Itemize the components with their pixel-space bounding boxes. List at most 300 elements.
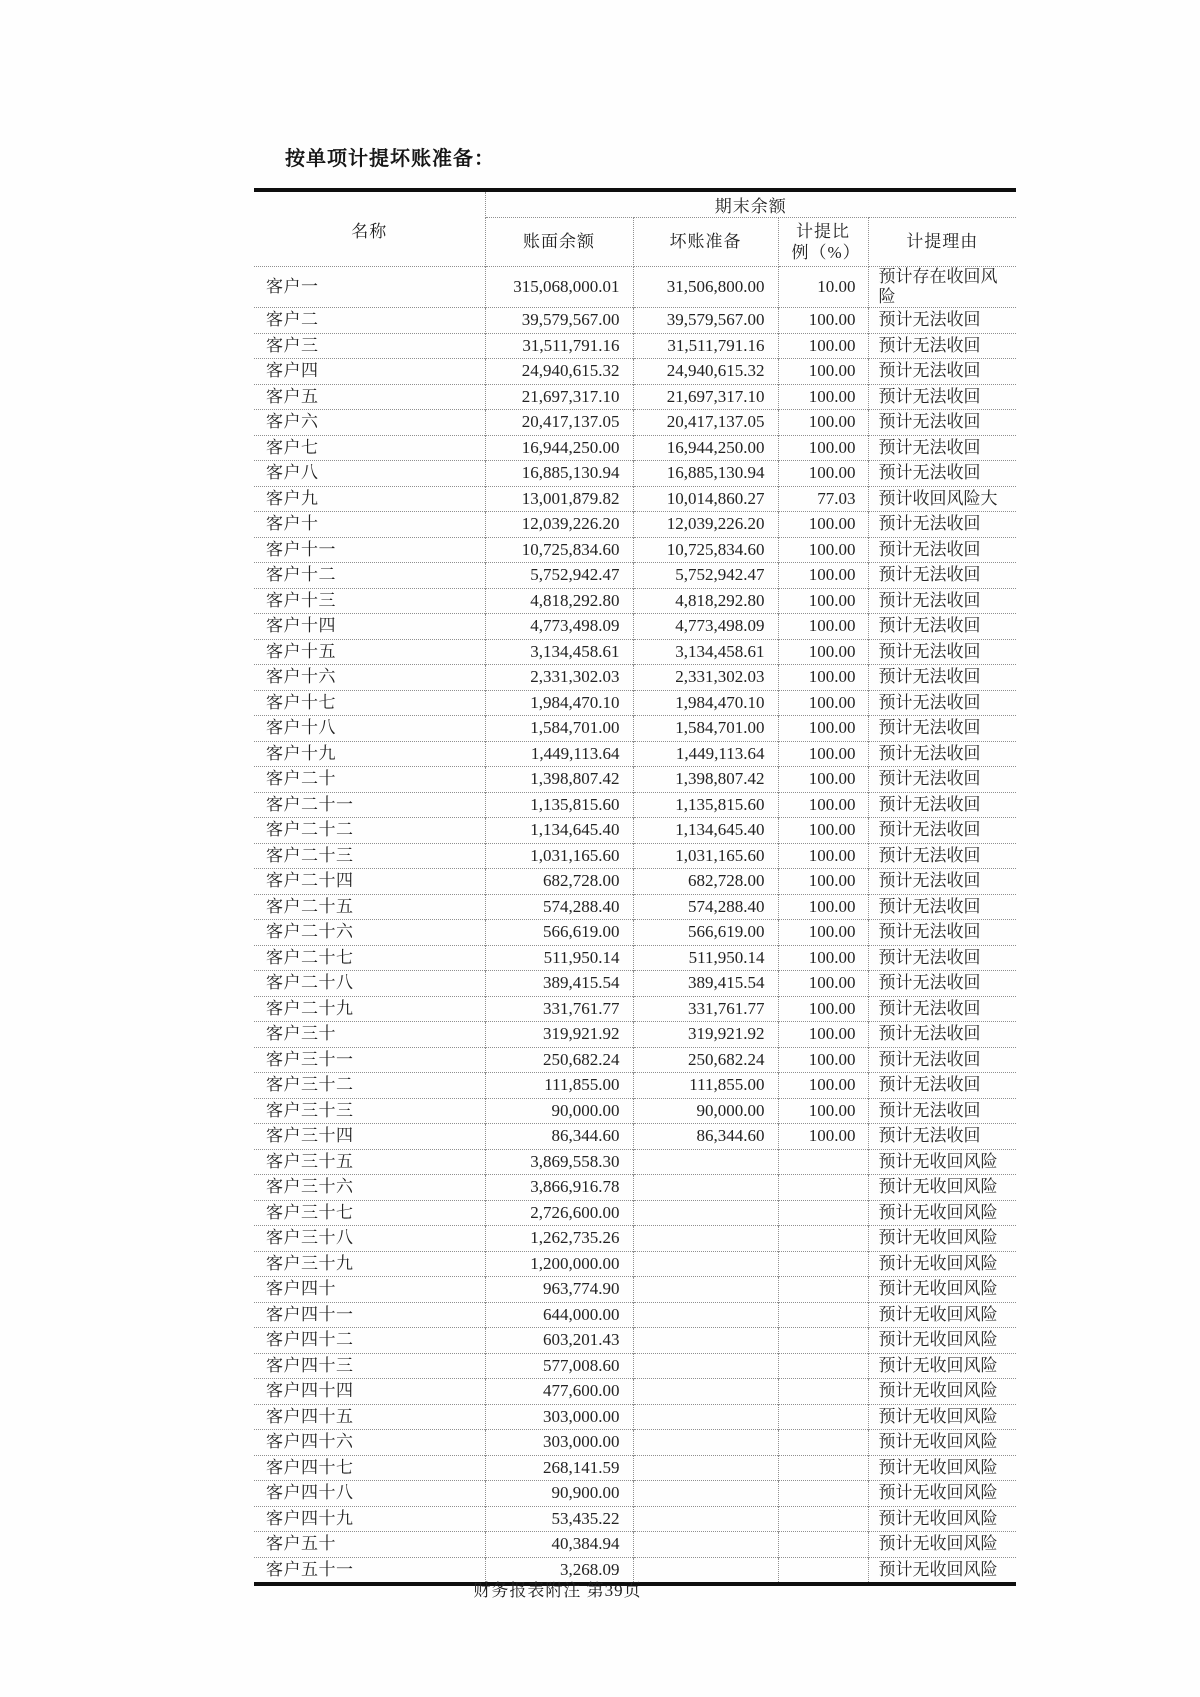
table-row: [254, 792, 1016, 818]
table-row: [254, 486, 1016, 512]
customer-name-cell: 客户四十六: [254, 1430, 485, 1456]
book-balance-cell: 682,728.00: [485, 869, 633, 895]
provision-reason-cell: 预计无法收回: [868, 741, 1016, 767]
header-ratio: 计提比例（%）: [778, 218, 868, 267]
book-balance-cell: 31,511,791.16: [485, 333, 633, 359]
customer-name-cell: 客户十四: [254, 614, 485, 640]
provision-reason-cell: 预计无法收回: [868, 920, 1016, 946]
table-row: [254, 267, 1016, 308]
customer-name-cell: 客户二十七: [254, 945, 485, 971]
provision-ratio-cell: [778, 1302, 868, 1328]
book-balance-cell: 111,855.00: [485, 1073, 633, 1099]
provision-ratio-cell: 100.00: [778, 818, 868, 844]
book-balance-cell: 319,921.92: [485, 1022, 633, 1048]
table-row: [254, 869, 1016, 895]
customer-name-cell: 客户四十: [254, 1277, 485, 1303]
provision-amount-cell: [633, 1353, 778, 1379]
provision-reason-cell: 预计无收回风险: [868, 1251, 1016, 1277]
provision-reason-cell: 预计无法收回: [868, 359, 1016, 385]
header-provision: 坏账准备: [633, 218, 778, 267]
provision-ratio-cell: 10.00: [778, 267, 868, 308]
provision-ratio-cell: 100.00: [778, 1098, 868, 1124]
provision-amount-cell: [633, 1455, 778, 1481]
table-row: [254, 1124, 1016, 1150]
provision-reason-cell: 预计无收回风险: [868, 1455, 1016, 1481]
provision-reason-cell: 预计无收回风险: [868, 1277, 1016, 1303]
provision-reason-cell: 预计无法收回: [868, 1022, 1016, 1048]
provision-ratio-cell: 100.00: [778, 563, 868, 589]
header-book-balance: 账面余额: [485, 218, 633, 267]
provision-ratio-cell: [778, 1481, 868, 1507]
provision-reason-cell: 预计无法收回: [868, 971, 1016, 997]
customer-name-cell: 客户七: [254, 435, 485, 461]
provision-ratio-cell: 100.00: [778, 614, 868, 640]
provision-amount-cell: [633, 1251, 778, 1277]
table-row: [254, 1022, 1016, 1048]
table-row: [254, 384, 1016, 410]
customer-name-cell: 客户二十九: [254, 996, 485, 1022]
book-balance-cell: 3,134,458.61: [485, 639, 633, 665]
book-balance-cell: 2,331,302.03: [485, 665, 633, 691]
book-balance-cell: 577,008.60: [485, 1353, 633, 1379]
book-balance-cell: 315,068,000.01: [485, 267, 633, 308]
provision-amount-cell: [633, 1200, 778, 1226]
provision-ratio-cell: 100.00: [778, 639, 868, 665]
book-balance-cell: 2,726,600.00: [485, 1200, 633, 1226]
customer-name-cell: 客户十七: [254, 690, 485, 716]
customer-name-cell: 客户三十九: [254, 1251, 485, 1277]
provision-amount-cell: 1,449,113.64: [633, 741, 778, 767]
book-balance-cell: 331,761.77: [485, 996, 633, 1022]
provision-ratio-cell: 100.00: [778, 792, 868, 818]
provision-ratio-cell: 100.00: [778, 333, 868, 359]
provision-reason-cell: 预计无法收回: [868, 1124, 1016, 1150]
book-balance-cell: 1,262,735.26: [485, 1226, 633, 1252]
provision-amount-cell: 1,584,701.00: [633, 716, 778, 742]
table-row: [254, 1353, 1016, 1379]
table-row: [254, 1149, 1016, 1175]
provision-amount-cell: [633, 1532, 778, 1558]
customer-name-cell: 客户二十五: [254, 894, 485, 920]
book-balance-cell: 5,752,942.47: [485, 563, 633, 589]
book-balance-cell: 477,600.00: [485, 1379, 633, 1405]
table-row: [254, 894, 1016, 920]
provision-amount-cell: 2,331,302.03: [633, 665, 778, 691]
provision-ratio-cell: 100.00: [778, 410, 868, 436]
table-row: [254, 461, 1016, 487]
provision-ratio-cell: 100.00: [778, 690, 868, 716]
provision-reason-cell: 预计无收回风险: [868, 1226, 1016, 1252]
provision-reason-cell: 预计无收回风险: [868, 1353, 1016, 1379]
table-row: [254, 537, 1016, 563]
provision-reason-cell: 预计无法收回: [868, 818, 1016, 844]
provision-reason-cell: 预计无法收回: [868, 767, 1016, 793]
provision-ratio-cell: 100.00: [778, 384, 868, 410]
table-row: [254, 563, 1016, 589]
customer-name-cell: 客户四: [254, 359, 485, 385]
book-balance-cell: 1,200,000.00: [485, 1251, 633, 1277]
table-row: [254, 639, 1016, 665]
provision-reason-cell: 预计无法收回: [868, 435, 1016, 461]
book-balance-cell: 574,288.40: [485, 894, 633, 920]
provision-reason-cell: 预计无法收回: [868, 792, 1016, 818]
provision-reason-cell: 预计无收回风险: [868, 1430, 1016, 1456]
table-row: [254, 945, 1016, 971]
provision-reason-cell: 预计无收回风险: [868, 1200, 1016, 1226]
provision-ratio-cell: 100.00: [778, 971, 868, 997]
provision-ratio-cell: 100.00: [778, 1073, 868, 1099]
book-balance-cell: 24,940,615.32: [485, 359, 633, 385]
table-row: [254, 971, 1016, 997]
provision-reason-cell: 预计无收回风险: [868, 1379, 1016, 1405]
customer-name-cell: 客户三: [254, 333, 485, 359]
provision-reason-cell: 预计无法收回: [868, 512, 1016, 538]
provision-reason-cell: 预计无收回风险: [868, 1149, 1016, 1175]
provision-reason-cell: 预计无法收回: [868, 410, 1016, 436]
provision-ratio-cell: [778, 1149, 868, 1175]
book-balance-cell: 1,449,113.64: [485, 741, 633, 767]
table-row: [254, 665, 1016, 691]
customer-name-cell: 客户四十八: [254, 1481, 485, 1507]
table-row: [254, 1302, 1016, 1328]
book-balance-cell: 16,944,250.00: [485, 435, 633, 461]
book-balance-cell: 511,950.14: [485, 945, 633, 971]
provision-reason-cell: 预计无收回风险: [868, 1302, 1016, 1328]
customer-name-cell: 客户九: [254, 486, 485, 512]
table-row: [254, 1251, 1016, 1277]
provision-ratio-cell: 100.00: [778, 843, 868, 869]
provision-amount-cell: 3,134,458.61: [633, 639, 778, 665]
customer-name-cell: 客户四十七: [254, 1455, 485, 1481]
provision-ratio-cell: 100.00: [778, 920, 868, 946]
provision-ratio-cell: 100.00: [778, 996, 868, 1022]
table-row: [254, 818, 1016, 844]
book-balance-cell: 644,000.00: [485, 1302, 633, 1328]
book-balance-cell: 16,885,130.94: [485, 461, 633, 487]
provision-ratio-cell: 100.00: [778, 1022, 868, 1048]
table-row: [254, 1506, 1016, 1532]
table-row: [254, 1430, 1016, 1456]
table-row: [254, 1200, 1016, 1226]
book-balance-cell: 963,774.90: [485, 1277, 633, 1303]
book-balance-cell: 13,001,879.82: [485, 486, 633, 512]
book-balance-cell: 1,584,701.00: [485, 716, 633, 742]
header-reason: 计提理由: [868, 218, 1016, 267]
bad-debt-provision-table: [254, 188, 1016, 1586]
book-balance-cell: 1,134,645.40: [485, 818, 633, 844]
provision-amount-cell: 86,344.60: [633, 1124, 778, 1150]
provision-reason-cell: 预计无法收回: [868, 1098, 1016, 1124]
provision-amount-cell: 566,619.00: [633, 920, 778, 946]
customer-name-cell: 客户三十二: [254, 1073, 485, 1099]
customer-name-cell: 客户二: [254, 308, 485, 334]
provision-amount-cell: [633, 1302, 778, 1328]
provision-amount-cell: 4,818,292.80: [633, 588, 778, 614]
provision-amount-cell: 1,135,815.60: [633, 792, 778, 818]
provision-ratio-cell: [778, 1328, 868, 1354]
provision-reason-cell: 预计无法收回: [868, 894, 1016, 920]
customer-name-cell: 客户三十一: [254, 1047, 485, 1073]
customer-name-cell: 客户四十三: [254, 1353, 485, 1379]
provision-amount-cell: [633, 1226, 778, 1252]
provision-amount-cell: [633, 1404, 778, 1430]
provision-ratio-cell: 100.00: [778, 716, 868, 742]
provision-ratio-cell: [778, 1226, 868, 1252]
provision-ratio-cell: 100.00: [778, 359, 868, 385]
provision-ratio-cell: [778, 1277, 868, 1303]
provision-amount-cell: 31,506,800.00: [633, 267, 778, 308]
table-row: [254, 1404, 1016, 1430]
provision-reason-cell: 预计无收回风险: [868, 1532, 1016, 1558]
customer-name-cell: 客户十一: [254, 537, 485, 563]
book-balance-cell: 3,869,558.30: [485, 1149, 633, 1175]
provision-reason-cell: 预计无法收回: [868, 333, 1016, 359]
header-name: 名称: [254, 190, 485, 267]
book-balance-cell: 3,866,916.78: [485, 1175, 633, 1201]
provision-amount-cell: [633, 1379, 778, 1405]
provision-amount-cell: 1,984,470.10: [633, 690, 778, 716]
book-balance-cell: 40,384.94: [485, 1532, 633, 1558]
book-balance-cell: 250,682.24: [485, 1047, 633, 1073]
table-row: [254, 920, 1016, 946]
provision-ratio-cell: [778, 1506, 868, 1532]
provision-reason-cell: 预计无收回风险: [868, 1506, 1016, 1532]
table-row: [254, 1226, 1016, 1252]
provision-ratio-cell: 100.00: [778, 435, 868, 461]
provision-amount-cell: 4,773,498.09: [633, 614, 778, 640]
provision-ratio-cell: [778, 1353, 868, 1379]
book-balance-cell: 4,773,498.09: [485, 614, 633, 640]
provision-ratio-cell: 100.00: [778, 588, 868, 614]
table-row: [254, 1073, 1016, 1099]
customer-name-cell: 客户十: [254, 512, 485, 538]
provision-amount-cell: 39,579,567.00: [633, 308, 778, 334]
provision-amount-cell: [633, 1149, 778, 1175]
customer-name-cell: 客户五十一: [254, 1557, 485, 1584]
provision-reason-cell: 预计无收回风险: [868, 1557, 1016, 1584]
book-balance-cell: 4,818,292.80: [485, 588, 633, 614]
page-footer: 财务报表附注 第39页: [473, 1581, 642, 1600]
provision-ratio-cell: [778, 1251, 868, 1277]
book-balance-cell: 303,000.00: [485, 1430, 633, 1456]
provision-amount-cell: [633, 1328, 778, 1354]
table-row: [254, 512, 1016, 538]
book-balance-cell: 1,135,815.60: [485, 792, 633, 818]
provision-reason-cell: 预计存在收回风险: [868, 267, 1016, 308]
provision-amount-cell: [633, 1277, 778, 1303]
customer-name-cell: 客户二十八: [254, 971, 485, 997]
provision-ratio-cell: 100.00: [778, 869, 868, 895]
provision-ratio-cell: [778, 1404, 868, 1430]
customer-name-cell: 客户二十: [254, 767, 485, 793]
provision-amount-cell: 16,944,250.00: [633, 435, 778, 461]
table-row: [254, 1328, 1016, 1354]
table-row: [254, 1532, 1016, 1558]
provision-ratio-cell: [778, 1175, 868, 1201]
customer-name-cell: 客户二十二: [254, 818, 485, 844]
provision-ratio-cell: [778, 1200, 868, 1226]
provision-amount-cell: 5,752,942.47: [633, 563, 778, 589]
customer-name-cell: 客户三十六: [254, 1175, 485, 1201]
book-balance-cell: 53,435.22: [485, 1506, 633, 1532]
provision-ratio-cell: [778, 1379, 868, 1405]
provision-amount-cell: 250,682.24: [633, 1047, 778, 1073]
provision-ratio-cell: 100.00: [778, 537, 868, 563]
customer-name-cell: 客户十八: [254, 716, 485, 742]
provision-reason-cell: 预计无法收回: [868, 614, 1016, 640]
book-balance-cell: 303,000.00: [485, 1404, 633, 1430]
provision-amount-cell: 574,288.40: [633, 894, 778, 920]
customer-name-cell: 客户十五: [254, 639, 485, 665]
customer-name-cell: 客户三十八: [254, 1226, 485, 1252]
table-body: [254, 267, 1016, 1585]
provision-reason-cell: 预计无法收回: [868, 665, 1016, 691]
provision-amount-cell: 682,728.00: [633, 869, 778, 895]
provision-reason-cell: 预计无法收回: [868, 690, 1016, 716]
provision-ratio-cell: [778, 1455, 868, 1481]
provision-amount-cell: 331,761.77: [633, 996, 778, 1022]
provision-reason-cell: 预计无收回风险: [868, 1404, 1016, 1430]
customer-name-cell: 客户八: [254, 461, 485, 487]
customer-name-cell: 客户三十四: [254, 1124, 485, 1150]
table-row: [254, 1098, 1016, 1124]
provision-reason-cell: 预计无法收回: [868, 716, 1016, 742]
provision-reason-cell: 预计无收回风险: [868, 1481, 1016, 1507]
table-row: [254, 1455, 1016, 1481]
table-row: [254, 308, 1016, 334]
provision-ratio-cell: 100.00: [778, 741, 868, 767]
customer-name-cell: 客户一: [254, 267, 485, 308]
customer-name-cell: 客户十二: [254, 563, 485, 589]
table-row: [254, 716, 1016, 742]
book-balance-cell: 90,000.00: [485, 1098, 633, 1124]
provision-amount-cell: [633, 1175, 778, 1201]
table-row: [254, 767, 1016, 793]
table-row: [254, 996, 1016, 1022]
customer-name-cell: 客户四十一: [254, 1302, 485, 1328]
provision-reason-cell: 预计无收回风险: [868, 1328, 1016, 1354]
table-row: [254, 690, 1016, 716]
provision-amount-cell: 1,134,645.40: [633, 818, 778, 844]
provision-reason-cell: 预计无法收回: [868, 869, 1016, 895]
provision-reason-cell: 预计收回风险大: [868, 486, 1016, 512]
provision-ratio-cell: 100.00: [778, 308, 868, 334]
table-row: [254, 1481, 1016, 1507]
provision-ratio-cell: [778, 1532, 868, 1558]
provision-ratio-cell: 77.03: [778, 486, 868, 512]
provision-reason-cell: 预计无收回风险: [868, 1175, 1016, 1201]
provision-reason-cell: 预计无法收回: [868, 461, 1016, 487]
table-row: [254, 1277, 1016, 1303]
provision-amount-cell: [633, 1430, 778, 1456]
table-row: [254, 410, 1016, 436]
provision-amount-cell: 111,855.00: [633, 1073, 778, 1099]
customer-name-cell: 客户十六: [254, 665, 485, 691]
provision-reason-cell: 预计无法收回: [868, 384, 1016, 410]
customer-name-cell: 客户三十五: [254, 1149, 485, 1175]
provision-amount-cell: [633, 1506, 778, 1532]
table-row: [254, 614, 1016, 640]
provision-ratio-cell: [778, 1430, 868, 1456]
book-balance-cell: 268,141.59: [485, 1455, 633, 1481]
provision-ratio-cell: 100.00: [778, 767, 868, 793]
provision-amount-cell: 24,940,615.32: [633, 359, 778, 385]
provision-ratio-cell: 100.00: [778, 894, 868, 920]
provision-reason-cell: 预计无法收回: [868, 537, 1016, 563]
provision-amount-cell: 21,697,317.10: [633, 384, 778, 410]
customer-name-cell: 客户三十七: [254, 1200, 485, 1226]
book-balance-cell: 603,201.43: [485, 1328, 633, 1354]
book-balance-cell: 86,344.60: [485, 1124, 633, 1150]
provision-ratio-cell: 100.00: [778, 1047, 868, 1073]
provision-reason-cell: 预计无法收回: [868, 588, 1016, 614]
table-row: [254, 359, 1016, 385]
customer-name-cell: 客户五: [254, 384, 485, 410]
table-row: [254, 588, 1016, 614]
provision-ratio-cell: 100.00: [778, 945, 868, 971]
provision-reason-cell: 预计无法收回: [868, 563, 1016, 589]
provision-reason-cell: 预计无法收回: [868, 308, 1016, 334]
customer-name-cell: 客户三十: [254, 1022, 485, 1048]
book-balance-cell: 12,039,226.20: [485, 512, 633, 538]
provision-ratio-cell: 100.00: [778, 665, 868, 691]
customer-name-cell: 客户五十: [254, 1532, 485, 1558]
provision-amount-cell: 20,417,137.05: [633, 410, 778, 436]
customer-name-cell: 客户四十二: [254, 1328, 485, 1354]
customer-name-cell: 客户二十四: [254, 869, 485, 895]
customer-name-cell: 客户六: [254, 410, 485, 436]
provision-ratio-cell: 100.00: [778, 461, 868, 487]
customer-name-cell: 客户四十五: [254, 1404, 485, 1430]
provision-amount-cell: 1,031,165.60: [633, 843, 778, 869]
provision-ratio-cell: 100.00: [778, 512, 868, 538]
table-row: [254, 333, 1016, 359]
provision-amount-cell: 511,950.14: [633, 945, 778, 971]
table-row: [254, 843, 1016, 869]
customer-name-cell: 客户四十九: [254, 1506, 485, 1532]
book-balance-cell: 10,725,834.60: [485, 537, 633, 563]
book-balance-cell: 1,031,165.60: [485, 843, 633, 869]
provision-amount-cell: 31,511,791.16: [633, 333, 778, 359]
provision-amount-cell: 1,398,807.42: [633, 767, 778, 793]
book-balance-cell: 566,619.00: [485, 920, 633, 946]
provision-reason-cell: 预计无法收回: [868, 1047, 1016, 1073]
provision-amount-cell: [633, 1481, 778, 1507]
provision-reason-cell: 预计无法收回: [868, 945, 1016, 971]
header-ending-balance: 期末余额: [485, 190, 1016, 218]
book-balance-cell: 90,900.00: [485, 1481, 633, 1507]
provision-reason-cell: 预计无法收回: [868, 843, 1016, 869]
customer-name-cell: 客户十九: [254, 741, 485, 767]
provision-reason-cell: 预计无法收回: [868, 639, 1016, 665]
table-row: [254, 1175, 1016, 1201]
provision-amount-cell: 319,921.92: [633, 1022, 778, 1048]
table-header: [254, 190, 1016, 267]
customer-name-cell: 客户二十三: [254, 843, 485, 869]
provision-amount-cell: 12,039,226.20: [633, 512, 778, 538]
provision-reason-cell: 预计无法收回: [868, 996, 1016, 1022]
provision-amount-cell: 90,000.00: [633, 1098, 778, 1124]
customer-name-cell: 客户十三: [254, 588, 485, 614]
book-balance-cell: 21,697,317.10: [485, 384, 633, 410]
book-balance-cell: 1,984,470.10: [485, 690, 633, 716]
book-balance-cell: 39,579,567.00: [485, 308, 633, 334]
customer-name-cell: 客户二十六: [254, 920, 485, 946]
provision-amount-cell: 10,725,834.60: [633, 537, 778, 563]
provision-reason-cell: 预计无法收回: [868, 1073, 1016, 1099]
provision-amount-cell: 389,415.54: [633, 971, 778, 997]
book-balance-cell: 20,417,137.05: [485, 410, 633, 436]
